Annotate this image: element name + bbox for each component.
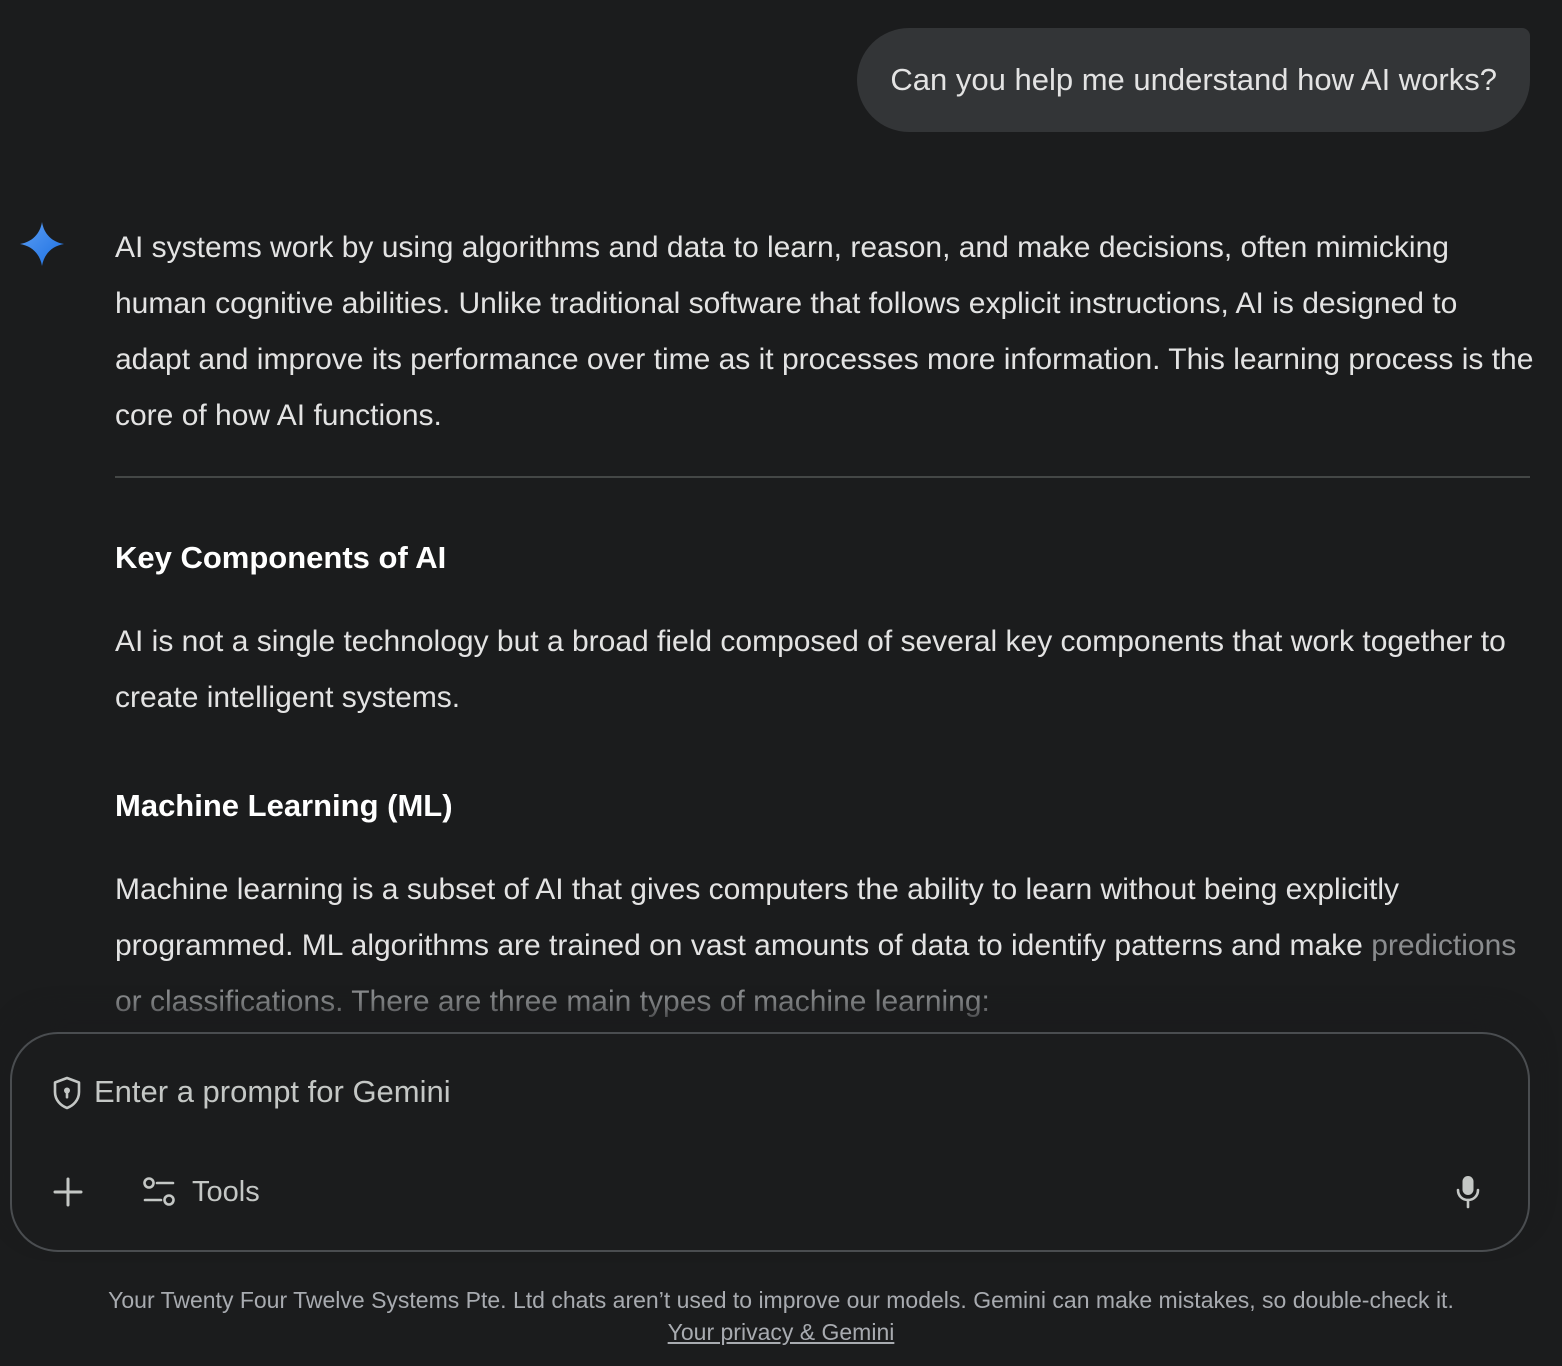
gemini-sparkle-icon [18, 220, 66, 268]
add-button[interactable] [46, 1170, 90, 1214]
plus-icon [52, 1176, 84, 1208]
prompt-input[interactable]: Enter a prompt for Gemini [94, 1074, 451, 1109]
shield-icon [52, 1076, 82, 1110]
paragraph-faded-text: predictions or classifications. There are three main types of machine learning: [115, 929, 1517, 1018]
response-paragraph: AI systems work by using algorithms and data to learn, reason, and make decisions, often mimicking human cognitive abilities. Unlike traditional software that follows explicit instructions, AI is designed to adapt and improve its performance over time as it processes more information. This learning process is the core of how AI functions. [115, 231, 1534, 432]
section-heading: Key Components of AI [115, 540, 447, 575]
footer-disclaimer: Your Twenty Four Twelve Systems Pte. Ltd chats aren’t used to improve our models. Gemini can make mistakes, so double-check it. [108, 1287, 1454, 1313]
user-message-text: Can you help me understand how AI works? [890, 62, 1497, 97]
microphone-button[interactable] [1446, 1170, 1490, 1214]
tools-icon [142, 1175, 176, 1209]
privacy-link[interactable]: Your privacy & Gemini [667, 1319, 895, 1345]
prompt-input-box[interactable] [10, 1032, 1530, 1252]
tools-label: Tools [192, 1175, 260, 1208]
footer [0, 1284, 1562, 1348]
response-paragraph: AI is not a single technology but a broad field composed of several key components that work together to create intelligent systems. [115, 625, 1506, 714]
paragraph-text: Machine learning is a subset of AI that gives computers the ability to learn without being explicitly programmed. ML algorithms are trained on vast amounts of data to identify patterns and make [115, 873, 1400, 962]
user-message-bubble [857, 28, 1530, 132]
section-heading: Machine Learning (ML) [115, 788, 453, 823]
response-paragraph [115, 862, 1535, 1030]
tools-button[interactable] [142, 1168, 260, 1216]
divider [115, 476, 1530, 478]
microphone-icon [1454, 1174, 1482, 1210]
